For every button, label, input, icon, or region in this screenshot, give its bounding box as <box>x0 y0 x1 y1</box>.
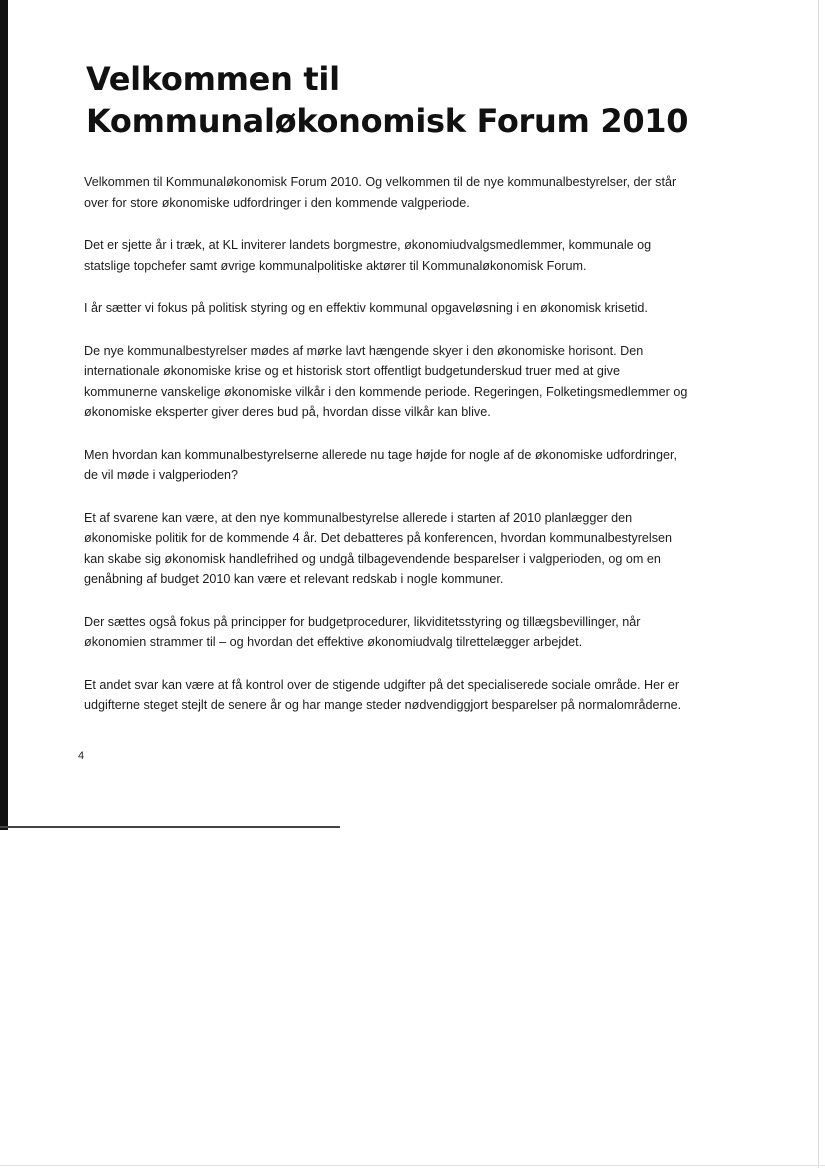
paragraph: I år sætter vi fokus på politisk styring og en effektiv kommunal opgaveløsning i en økonomisk krisetid. <box>84 301 648 315</box>
scan-edge-line <box>0 826 340 828</box>
paragraph: Der sættes også fokus på principper for budgetprocedurer, likviditetsstyring og tillægsbevillinger, når økonomien strammer til – og hvordan det effektive økonomiudvalg tilrettelægger arbejdet. <box>84 614 641 649</box>
page-title <box>86 58 726 142</box>
paragraph: Det er sjette år i træk, at KL inviterer landets borgmestre, økonomiudvalgsmedlemmer, kommunale og statslige topchefer samt øvrige kommunalpolitiske aktører til Kommunaløkonomisk Forum. <box>84 238 652 273</box>
paragraph: Velkommen til Kommunaløkonomisk Forum 2010. Og velkommen til de nye kommunalbestyrelser, der står over for store økonomiske udfordringer i den kommende valgperiode. <box>84 175 677 210</box>
paragraph: Et af svarene kan være, at den nye kommunalbestyrelse allerede i starten af 2010 planlægger den økonomiske politik for de kommende 4 år. Det debatteres på konferencen, hvordan kommunalbestyrelsen kan skabe sig økonomisk handlefrihed og undgå tilbagevendende besparelser i valgperioden, og om en genåbning af budget 2010 kan være et relevant redskab i nogle kommuner. <box>84 510 673 586</box>
paragraph: De nye kommunalbestyrelser mødes af mørke lavt hængende skyer i den økonomiske horisont. Den internationale økonomiske krise og et historisk stort offentligt budgetunderskud truer med at give kommunerne vanskelige økonomiske vilkår i den kommende periode. Regeringen, Folketingsmedlemmer og økonomiske eksperter giver deres bud på, hvordan disse vilkår kan blive. <box>84 343 688 419</box>
scan-right-edge <box>818 0 819 1168</box>
paragraph: Men hvordan kan kommunalbestyrelserne allerede nu tage højde for nogle af de økonomiske udfordringer, de vil møde i valgperioden? <box>84 447 677 482</box>
paragraph: Et andet svar kan være at få kontrol over de stigende udgifter på det specialiserede sociale område. Her er udgifterne steget stejlt de senere år og har mange steder nødvendiggjort besparelser på normalområderne. <box>84 677 682 712</box>
scan-margin-bar <box>0 0 8 830</box>
title-line: Velkommen til <box>86 60 340 98</box>
page-number: 4 <box>78 750 85 762</box>
scan-bottom-edge <box>0 1165 825 1166</box>
title-line: Kommunaløkonomisk Forum 2010 <box>86 102 689 140</box>
body-text <box>84 172 694 738</box>
